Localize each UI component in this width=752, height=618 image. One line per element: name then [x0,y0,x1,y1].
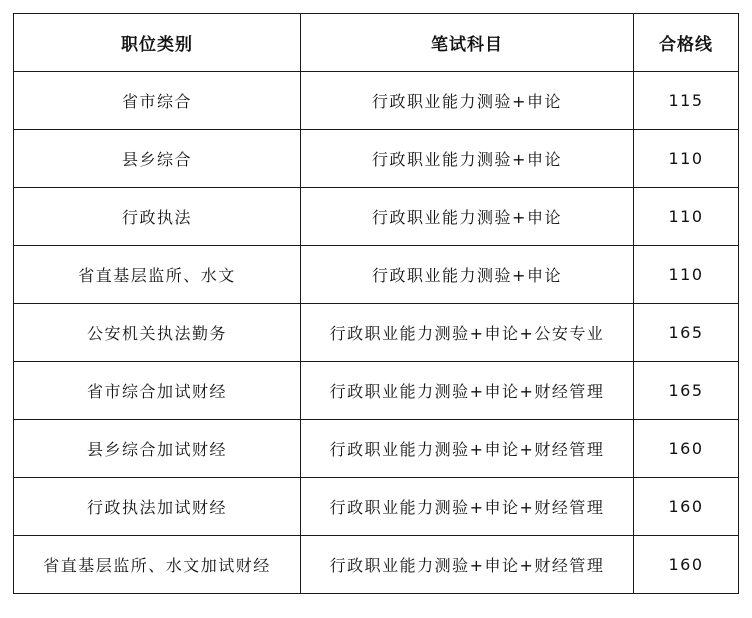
cell-subjects: 行政职业能力测验+申论 [301,72,634,130]
table-header [14,14,739,72]
cell-score: 160 [634,536,739,594]
table-row [14,420,739,478]
cell-category: 县乡综合 [14,130,301,188]
cell-subjects: 行政职业能力测验+申论+财经管理 [301,536,634,594]
cell-score: 110 [634,188,739,246]
table-row [14,536,739,594]
passing-score-table [13,13,739,594]
table-row [14,72,739,130]
cell-score: 165 [634,362,739,420]
table-row [14,304,739,362]
cell-score: 110 [634,130,739,188]
cell-category: 县乡综合加试财经 [14,420,301,478]
cell-subjects: 行政职业能力测验+申论+财经管理 [301,362,634,420]
cell-subjects: 行政职业能力测验+申论 [301,188,634,246]
cell-category: 省市综合 [14,72,301,130]
cell-category: 公安机关执法勤务 [14,304,301,362]
cell-score: 160 [634,478,739,536]
table-row [14,188,739,246]
table-row [14,362,739,420]
table-row [14,478,739,536]
cell-category: 行政执法 [14,188,301,246]
cell-subjects: 行政职业能力测验+申论+公安专业 [301,304,634,362]
table-body [14,72,739,594]
cell-category: 行政执法加试财经 [14,478,301,536]
table-row [14,246,739,304]
header-position-category: 职位类别 [14,14,301,72]
header-passing-score: 合格线 [634,14,739,72]
cell-subjects: 行政职业能力测验+申论+财经管理 [301,420,634,478]
cell-score: 160 [634,420,739,478]
cell-category: 省直基层监所、水文加试财经 [14,536,301,594]
cell-category: 省市综合加试财经 [14,362,301,420]
cell-score: 115 [634,72,739,130]
cell-score: 165 [634,304,739,362]
header-row [14,14,739,72]
header-exam-subjects: 笔试科目 [301,14,634,72]
cell-subjects: 行政职业能力测验+申论 [301,246,634,304]
table-row [14,130,739,188]
cell-subjects: 行政职业能力测验+申论+财经管理 [301,478,634,536]
cell-subjects: 行政职业能力测验+申论 [301,130,634,188]
cell-score: 110 [634,246,739,304]
cell-category: 省直基层监所、水文 [14,246,301,304]
